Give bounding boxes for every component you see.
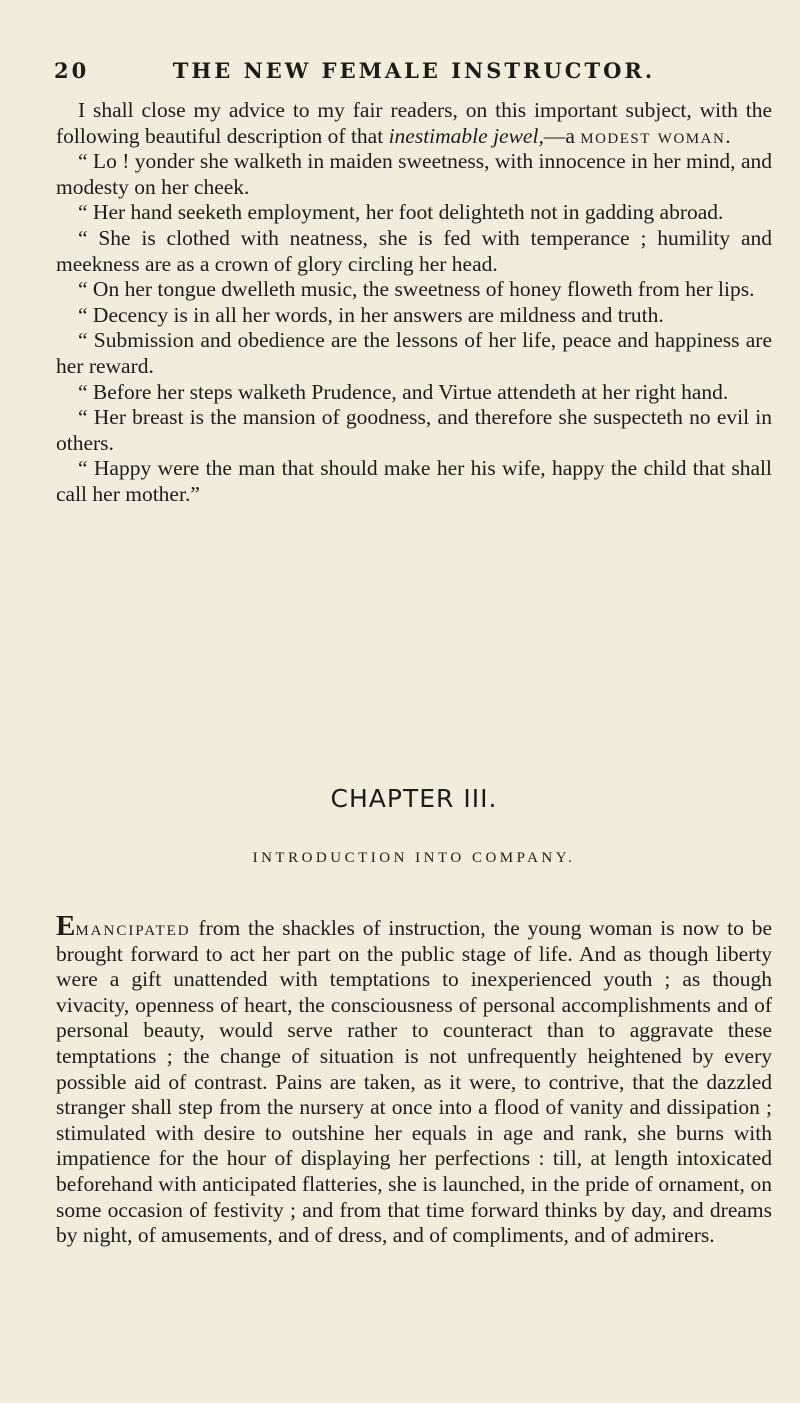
intro-smallcaps-phrase: modest woman. [580, 123, 733, 148]
closing-section [56, 98, 772, 508]
intro-paragraph [56, 98, 772, 149]
running-title: THE NEW FEMALE INSTRUCTOR. [172, 58, 656, 83]
chapter-body [56, 912, 772, 1249]
intro-tail: —a [543, 123, 581, 148]
chapter-subtitle: INTRODUCTION INTO COMPANY. [252, 850, 576, 866]
quote-paragraph: “ Happy were the man that should make her his wife, happy the child that shall call her mother.” [56, 456, 772, 506]
quote-paragraph: “ Her hand seeketh employment, her foot delighteth not in gadding abroad. [78, 200, 724, 225]
chapter-heading: CHAPTER III. [330, 784, 498, 813]
chapter-paragraph [56, 912, 772, 1249]
quote-paragraph: “ Submission and obedience are the lessons of her life, peace and happiness are her reward. [56, 328, 772, 378]
drop-cap: E [56, 910, 76, 942]
quote-paragraph: “ Before her steps walketh Prudence, and Virtue attendeth at her right hand. [78, 379, 729, 404]
quote-paragraph: “ Lo ! yonder she walketh in maiden sweetness, with innocence in her mind, and modesty on her cheek. [56, 149, 772, 199]
quote-paragraph: “ Decency is in all her words, in her answers are mildness and truth. [78, 302, 664, 327]
page-header [54, 52, 774, 86]
first-word-rest: mancipated [75, 916, 191, 940]
intro-lead: I shall close my advice to my fair readers, on this important subject, with the following beautiful description of that [56, 98, 772, 148]
intro-italic-phrase: inestimable jewel, [388, 123, 544, 148]
quote-paragraph: “ Her breast is the mansion of goodness, and therefore she suspecteth no evil in others. [56, 405, 772, 455]
chapter-paragraph-text: from the shackles of instruction, the young woman is now to be brought forward to act her part on the public stage of life. And as though liberty were a gift unattended with temptations to inexperienced youth ; as though vivacity, openness of heart, the consciousness of personal accomplishments and of personal beauty, would serve rather to counteract than to aggravate these temptations ; the change of situation is not unfrequently heightened by every possible aid of contrast. Pains are taken, as it were, to contrive, that the dazzled stranger shall step from the nursery at once into a flood of vanity and dissipation ; stimulated with desire to outshine her equals in age and rank, she burns with impatience for the hour of displaying her perfections : till, at length intoxicated beforehand with anticipated flatteries, she is launched, in the pride of ornament, on some occasion of festivity ; and from that time forward thinks by day, and dreams by night, of amusements, and of dress, and of compliments, and of admirers. [56, 916, 772, 1248]
page-number: 20 [54, 58, 90, 83]
quote-paragraph: “ On her tongue dwelleth music, the sweetness of honey floweth from her lips. [78, 277, 755, 302]
quote-paragraph: “ She is clothed with neatness, she is fed with temperance ; humility and meekness are as a crown of glory circling her head. [56, 225, 772, 276]
